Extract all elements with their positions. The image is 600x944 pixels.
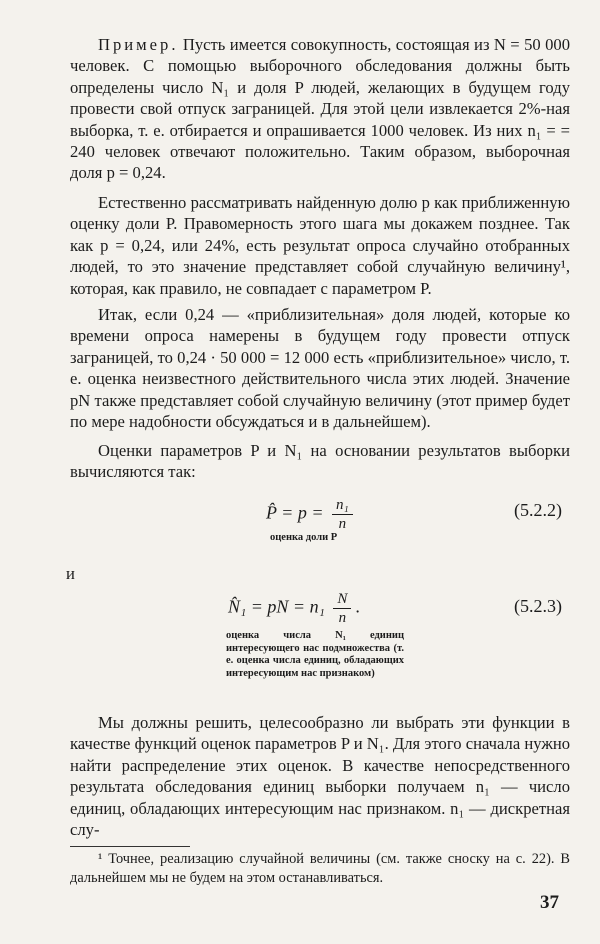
paragraph-example xyxy=(70,34,570,184)
example-lead: Пример. xyxy=(98,35,179,54)
paragraph-estimates-intro: Оценки параметров P и N₁ на основании результатов выборки вычисляются так: xyxy=(70,441,570,482)
paragraph-example-text: Пусть имеется совокупность, состоящая из N = 50 000 человек. С помощью выборочного обследования должны быть определены число N₁ и доля P людей, желающих в будущем году провести свой отпуск заграницей. Для этой цели извлекается 2%-ная выборка, т. е. отбирается и опрашивается 1000 человек. Из них n₁ = = 240 человек отвечают положительно. Таким образом, выборочная доля p = 0,24. xyxy=(70,35,570,183)
formula-5-2-2-denominator: n xyxy=(338,516,347,532)
connector-and: и xyxy=(66,564,75,583)
paragraph-decide: Мы должны решить, целесообразно ли выбрать эти функции в качестве функций оценок параметров P и N₁. Для этого сначала нужно найти распределение этих оценок. В качестве непосредственного результата обследования единиц выборки получаем n₁ — число единиц, обладающих интересующим нас признаком. n₁ — дискретная слу- xyxy=(70,713,570,840)
formula-5-2-2-caption: оценка доли P xyxy=(270,532,338,543)
equation-number-5-2-2: (5.2.2) xyxy=(514,500,562,520)
formula-5-2-3-denominator: n xyxy=(338,610,347,626)
formula-5-2-3 xyxy=(228,590,360,627)
formula-5-2-3-tail: . xyxy=(355,596,360,617)
page xyxy=(66,0,570,944)
formula-5-2-3-numerator: N xyxy=(333,590,351,609)
formula-5-2-2-fraction xyxy=(332,496,353,533)
page-number: 37 xyxy=(540,892,559,913)
formula-5-2-3-lhs: N̂₁ = pN = n₁ xyxy=(228,596,325,617)
formula-5-2-2 xyxy=(266,496,357,533)
footnote: ¹ Точнее, реализацию случайной величины (см. также сноску на с. 22). В дальнейшем мы не будем на этом останавливаться. xyxy=(70,851,570,886)
paragraph-thus: Итак, если 0,24 — «приблизительная» доля людей, которые ко времени опроса намерены в будущем году провести отпуск заграницей, то 0,24 · 50 000 = 12 000 есть «приблизительное» число, т. е. оценка неизвестного действительного числа этих людей. Значение pN также представляет собой случайную величину (этот пример будет по мере надобности обсуждаться и в дальнейшем). xyxy=(70,305,570,432)
formula-5-2-3-fraction xyxy=(333,590,351,627)
formula-5-2-2-numerator: n₁ xyxy=(332,496,353,515)
equation-number-5-2-3: (5.2.3) xyxy=(514,596,562,616)
formula-5-2-3-caption: оценка числа N₁ единиц интересующего нас подмножества (т. е. оценка числа единиц, обладающих интересующим нас признаком) xyxy=(226,630,404,679)
footnote-divider xyxy=(70,846,190,847)
formula-5-2-2-lhs: P̂ = p = xyxy=(266,502,324,523)
paragraph-estimate: Естественно рассматривать найденную долю p как приближенную оценку доли P. Правомерность этого шага мы докажем позднее. Так как p = 0,24, или 24%, есть результат опроса случайно отобранных людей, то это значение представляет собой случайную величину¹, которая, как правило, не совпадает с параметром P. xyxy=(70,193,570,298)
